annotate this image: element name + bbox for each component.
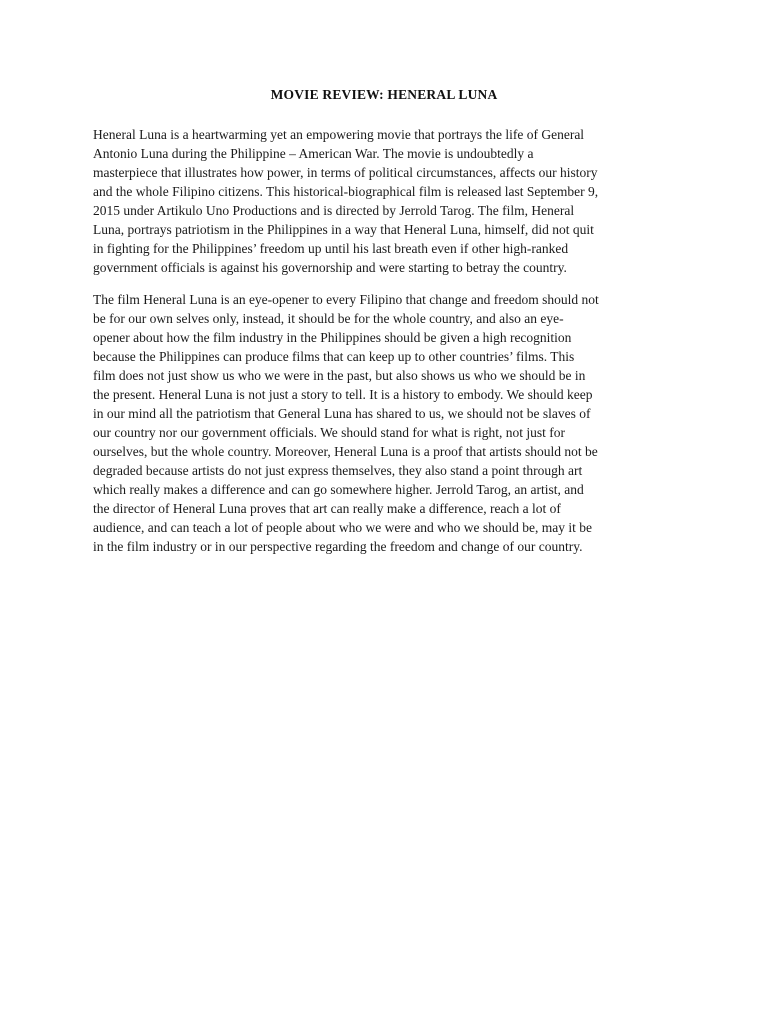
paragraph-line: government officials is against his governorship and were starting to betray the country. <box>93 260 567 275</box>
paragraph-line: the present. Heneral Luna is not just a story to tell. It is a history to embody. We should keep <box>93 387 593 402</box>
paragraph-line: degraded because artists do not just express themselves, they also stand a point through art <box>93 463 583 478</box>
paragraph-line: the director of Heneral Luna proves that art can really make a difference, reach a lot of <box>93 501 561 516</box>
paragraph-line: in the film industry or in our perspective regarding the freedom and change of our country. <box>93 539 583 554</box>
page-title: MOVIE REVIEW: HENERAL LUNA <box>270 87 498 102</box>
paragraph-line: which really makes a difference and can go somewhere higher. Jerrold Tarog, an artist, and <box>93 482 584 497</box>
paragraph-line: and the whole Filipino citizens. This historical-biographical film is released last September 9, <box>93 184 599 199</box>
paragraph-line: Antonio Luna during the Philippine – American War. The movie is undoubtedly a <box>93 146 534 161</box>
paragraph-1 <box>93 125 675 277</box>
paragraph-line: be for our own selves only, instead, it should be for the whole country, and also an eye- <box>93 311 564 326</box>
document-body <box>93 125 675 569</box>
paragraph-line: The film Heneral Luna is an eye-opener to every Filipino that change and freedom should not <box>93 292 599 307</box>
paragraph-line: ourselves, but the whole country. Moreover, Heneral Luna is a proof that artists should not be <box>93 444 598 459</box>
paragraph-line: film does not just show us who we were in the past, but also shows us who we should be in <box>93 368 586 383</box>
paragraph-line: in fighting for the Philippines’ freedom up until his last breath even if other high-ranked <box>93 241 569 256</box>
paragraph-line: masterpiece that illustrates how power, in terms of political circumstances, affects our history <box>93 165 598 180</box>
paragraph-line: in our mind all the patriotism that General Luna has shared to us, we should not be slaves of <box>93 406 591 421</box>
paragraph-line: 2015 under Artikulo Uno Productions and is directed by Jerrold Tarog. The film, Heneral <box>93 203 575 218</box>
paragraph-2 <box>93 290 675 556</box>
paragraph-line: opener about how the film industry in the Philippines should be given a high recognition <box>93 330 572 345</box>
paragraph-line: because the Philippines can produce films that can keep up to other countries’ films. This <box>93 349 575 364</box>
paragraph-line: Heneral Luna is a heartwarming yet an empowering movie that portrays the life of General <box>93 127 585 142</box>
paragraph-line: audience, and can teach a lot of people about who we were and who we should be, may it be <box>93 520 592 535</box>
paragraph-line: Luna, portrays patriotism in the Philippines in a way that Heneral Luna, himself, did not quit <box>93 222 594 237</box>
paragraph-line: our country nor our government officials. We should stand for what is right, not just for <box>93 425 565 440</box>
